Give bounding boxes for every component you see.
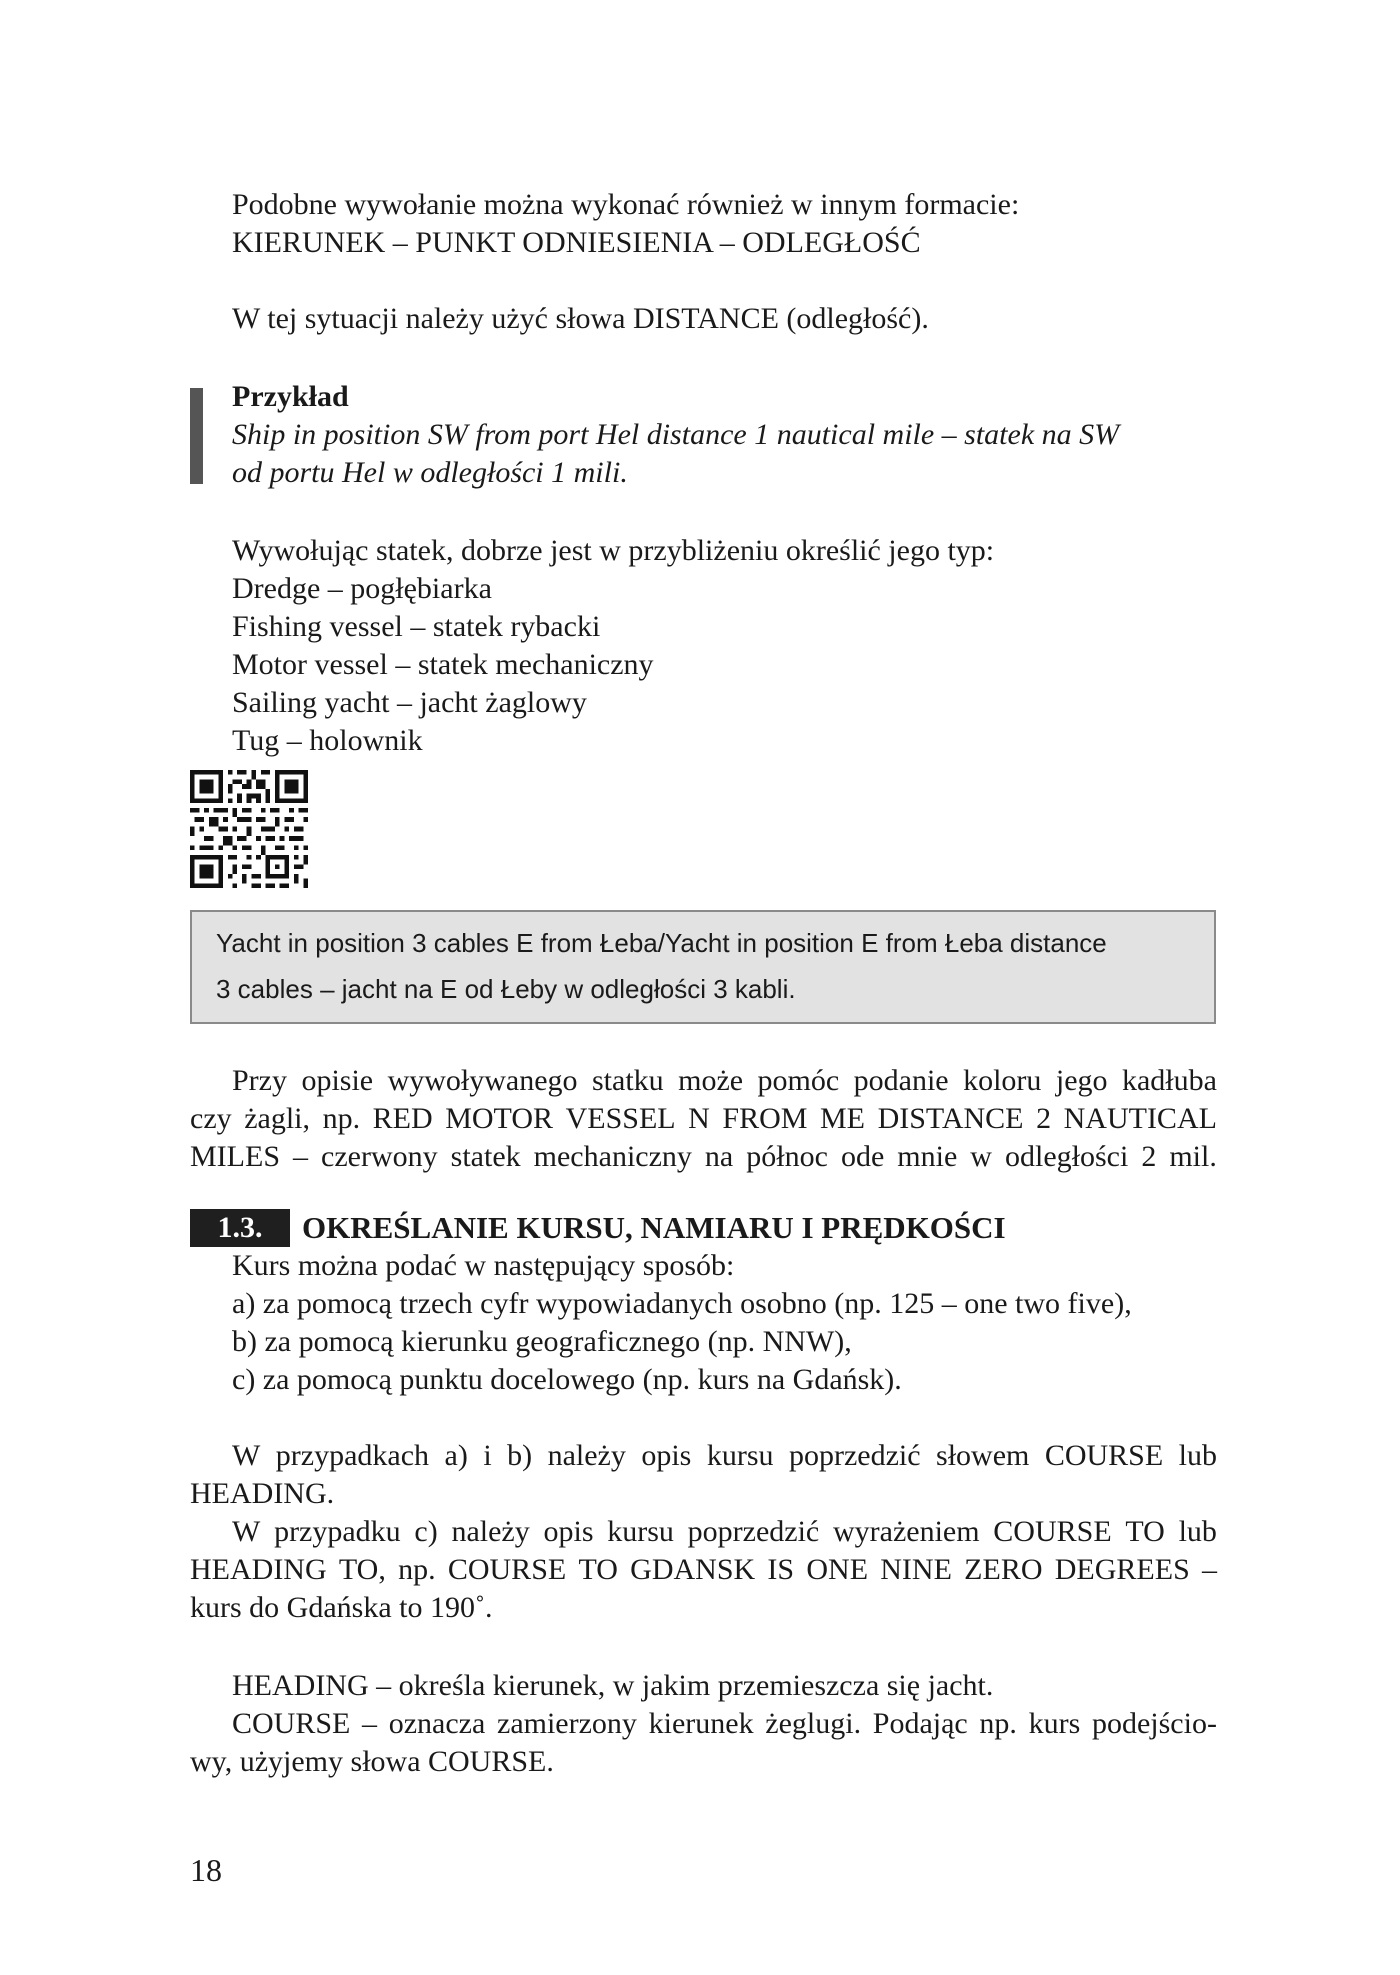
word: DEGREES bbox=[1054, 1553, 1190, 1586]
word: c) bbox=[414, 1515, 438, 1548]
word: może bbox=[678, 1064, 744, 1097]
word: N bbox=[688, 1102, 710, 1135]
intro-line-2: KIERUNEK – PUNKT ODNIESIENIA – ODLEGŁOŚĆ bbox=[232, 226, 921, 259]
word: RED bbox=[372, 1102, 433, 1135]
word: Podając bbox=[872, 1707, 968, 1740]
section-title: OKREŚLANIE KURSU, NAMIARU I PRĘDKOŚCI bbox=[302, 1210, 1006, 1245]
word: czy bbox=[190, 1102, 232, 1135]
word: koloru bbox=[963, 1064, 1042, 1097]
word: TO, bbox=[338, 1553, 386, 1586]
word: pomóc bbox=[757, 1064, 840, 1097]
word: lub bbox=[1178, 1515, 1217, 1548]
definition-course-line-1 bbox=[232, 1705, 1217, 1743]
word: – bbox=[1202, 1553, 1217, 1586]
course-rule-p1-line-1 bbox=[232, 1437, 1217, 1475]
color-paragraph-line-3 bbox=[190, 1138, 1217, 1176]
word: kursu bbox=[706, 1439, 774, 1472]
word: wyrażeniem bbox=[832, 1515, 980, 1548]
word: COURSE bbox=[1044, 1439, 1164, 1472]
qr-code-icon bbox=[190, 770, 308, 888]
word: przypadku bbox=[274, 1515, 401, 1548]
word: MILES bbox=[190, 1140, 280, 1173]
section-intro: Kurs można podać w następujący sposób: bbox=[232, 1249, 735, 1282]
word: statku bbox=[592, 1064, 664, 1097]
intro-line-3: W tej sytuacji należy użyć słowa DISTANCE (odległość). bbox=[232, 302, 929, 335]
section-list-item: c) za pomocą punktu docelowego (np. kurs na Gdańsk). bbox=[232, 1363, 902, 1396]
vessel-type-item: Fishing vessel – statek rybacki bbox=[232, 610, 601, 643]
word: wywoływanego bbox=[387, 1064, 578, 1097]
word: GDANSK bbox=[630, 1553, 756, 1586]
word: Przy bbox=[232, 1064, 287, 1097]
course-rule-p2-line-1 bbox=[232, 1513, 1217, 1551]
word: kierunek bbox=[648, 1707, 754, 1740]
word: 2 bbox=[1141, 1140, 1157, 1173]
word: NINE bbox=[880, 1553, 952, 1586]
word: COURSE bbox=[993, 1515, 1112, 1548]
word: czerwony bbox=[321, 1140, 438, 1173]
word: ZERO bbox=[964, 1553, 1043, 1586]
vessel-types-intro: Wywołując statek, dobrze jest w przybliżeniu określić jego typ: bbox=[232, 534, 995, 567]
page-number: 18 bbox=[190, 1852, 222, 1888]
word: a) bbox=[444, 1439, 468, 1472]
vessel-type-item: Sailing yacht – jacht żaglowy bbox=[232, 686, 587, 719]
word: NAUTICAL bbox=[1063, 1102, 1217, 1135]
word: żeglugi. bbox=[765, 1707, 862, 1740]
word: MOTOR bbox=[445, 1102, 554, 1135]
example-heading: Przykład bbox=[232, 380, 349, 413]
word: kurs bbox=[1028, 1707, 1081, 1740]
word: opis bbox=[641, 1439, 692, 1472]
definition-course-line-2: wy, użyjemy słowa COURSE. bbox=[190, 1745, 554, 1778]
word: poprzedzić bbox=[687, 1515, 820, 1548]
word: odległości bbox=[1004, 1140, 1129, 1173]
course-rule-p2-line-3: kurs do Gdańska to 190˚. bbox=[190, 1591, 493, 1624]
word: ME bbox=[820, 1102, 865, 1135]
word: – bbox=[362, 1707, 378, 1740]
word: W bbox=[232, 1515, 261, 1548]
intro-line-1: Podobne wywołanie można wykonać również w innym formacie: bbox=[232, 188, 1020, 221]
word: kursu bbox=[607, 1515, 674, 1548]
word: lub bbox=[1178, 1439, 1217, 1472]
vessel-type-item: Tug – holownik bbox=[232, 724, 423, 757]
word: należy bbox=[547, 1439, 626, 1472]
word: IS bbox=[767, 1553, 795, 1586]
word: oznacza bbox=[388, 1707, 486, 1740]
word: mnie bbox=[897, 1140, 958, 1173]
example-line-2: od portu Hel w odległości 1 mili. bbox=[232, 456, 628, 489]
word: przypadkach bbox=[275, 1439, 430, 1472]
word: statek bbox=[450, 1140, 521, 1173]
note-box bbox=[190, 910, 1216, 1024]
note-line-1: Yacht in position 3 cables E from Łeba/Yacht in position E from Łeba distance bbox=[216, 928, 1107, 958]
word: opis bbox=[543, 1515, 594, 1548]
section-list-item: a) za pomocą trzech cyfr wypowiadanych osobno (np. 125 – one two five), bbox=[232, 1287, 1132, 1320]
word: północ bbox=[746, 1140, 828, 1173]
word: VESSEL bbox=[565, 1102, 676, 1135]
word: FROM bbox=[722, 1102, 808, 1135]
word: mil. bbox=[1169, 1140, 1217, 1173]
word: słowem bbox=[936, 1439, 1030, 1472]
word: na bbox=[704, 1140, 734, 1173]
word: podejścio- bbox=[1091, 1707, 1217, 1740]
example-marker-bar bbox=[190, 388, 203, 484]
word: HEADING bbox=[190, 1553, 327, 1586]
word: b) bbox=[507, 1439, 533, 1472]
word: opisie bbox=[301, 1064, 374, 1097]
word: np. bbox=[979, 1707, 1017, 1740]
word: mechaniczny bbox=[533, 1140, 692, 1173]
word: zamierzony bbox=[497, 1707, 637, 1740]
vessel-type-item: Dredge – pogłębiarka bbox=[232, 572, 492, 605]
example-line-1: Ship in position SW from port Hel distance 1 nautical mile – statek na SW bbox=[232, 418, 1120, 451]
course-rule-p1-line-2: HEADING. bbox=[190, 1477, 335, 1510]
word: podanie bbox=[853, 1064, 949, 1097]
section-list-item: b) za pomocą kierunku geograficznego (np. NNW), bbox=[232, 1325, 852, 1358]
word: np. bbox=[322, 1102, 361, 1135]
word: TO bbox=[1125, 1515, 1165, 1548]
word: COURSE bbox=[447, 1553, 567, 1586]
vessel-type-item: Motor vessel – statek mechaniczny bbox=[232, 648, 654, 681]
word: i bbox=[483, 1439, 492, 1472]
word: ode bbox=[840, 1140, 885, 1173]
section-number: 1.3. bbox=[190, 1209, 290, 1247]
color-paragraph-line-2 bbox=[190, 1100, 1217, 1138]
word: poprzedzić bbox=[788, 1439, 921, 1472]
word: W bbox=[232, 1439, 261, 1472]
word: żagli, bbox=[244, 1102, 311, 1135]
word: ONE bbox=[806, 1553, 869, 1586]
definition-heading: HEADING – określa kierunek, w jakim przemieszcza się jacht. bbox=[232, 1669, 994, 1702]
word: jego bbox=[1055, 1064, 1108, 1097]
color-paragraph-line-1 bbox=[232, 1062, 1217, 1100]
word: należy bbox=[451, 1515, 530, 1548]
note-line-2: 3 cables – jacht na E od Łeby w odległości 3 kabli. bbox=[216, 974, 796, 1004]
course-rule-p2-line-2 bbox=[190, 1551, 1217, 1589]
word: – bbox=[293, 1140, 309, 1173]
word: TO bbox=[578, 1553, 618, 1586]
word: COURSE bbox=[232, 1707, 351, 1740]
word: w bbox=[970, 1140, 992, 1173]
word: np. bbox=[398, 1553, 436, 1586]
word: 2 bbox=[1036, 1102, 1052, 1135]
word: kadłuba bbox=[1121, 1064, 1217, 1097]
word: DISTANCE bbox=[877, 1102, 1024, 1135]
